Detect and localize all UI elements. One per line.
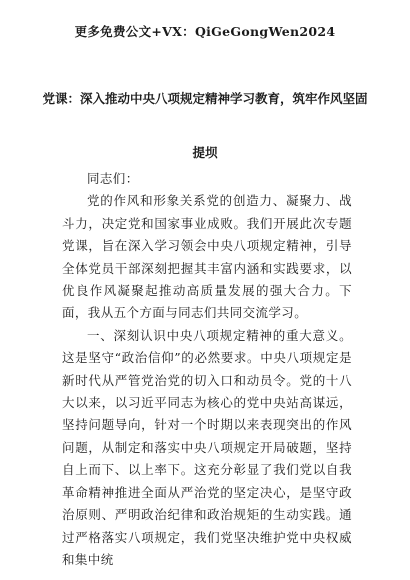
paragraph: 一、深刻认识中央八项规定精神的重大意义。这是坚守“政治信仰”的必然要求。中央八项规定是新时代从严管党治党的切入口和动员令。党的十八大以来，以习近平同志为核心的党中央站高谋远，坚持问题导向，针对一个时期以来表现突出的作风问题，从制定和落实中央八项规定开局破题，坚持自上而下、以上率下。这充分彰显了我们党以自我革命精神推进全面从严治党的坚定决心，是坚守政治原则、严明政治纪律和政治规矩的生动实践。通过严格落实八项规定，我们党坚决维护党中央权威和集中统	[62, 327, 352, 567]
greeting: 同志们：	[87, 171, 139, 186]
paragraph: 党的作风和形象关系党的创造力、凝聚力、战斗力，决定党和国家事业成败。我们开展此次专题党课，旨在深入学习领会中央八项规定精神，引导全体党员干部深刻把握其丰富内涵和实践要求，以优良作风凝聚起推动高质量发展的强大合力。下面，我从五个方面与同志们共同交流学习。	[62, 193, 352, 321]
document-header: 更多免费公文+VX：QiGeGongWen2024	[74, 24, 336, 39]
document-body	[62, 168, 352, 571]
document-title: 党课：深入推动中央八项规定精神学习教育，筑牢作风坚固提坝	[42, 91, 368, 160]
